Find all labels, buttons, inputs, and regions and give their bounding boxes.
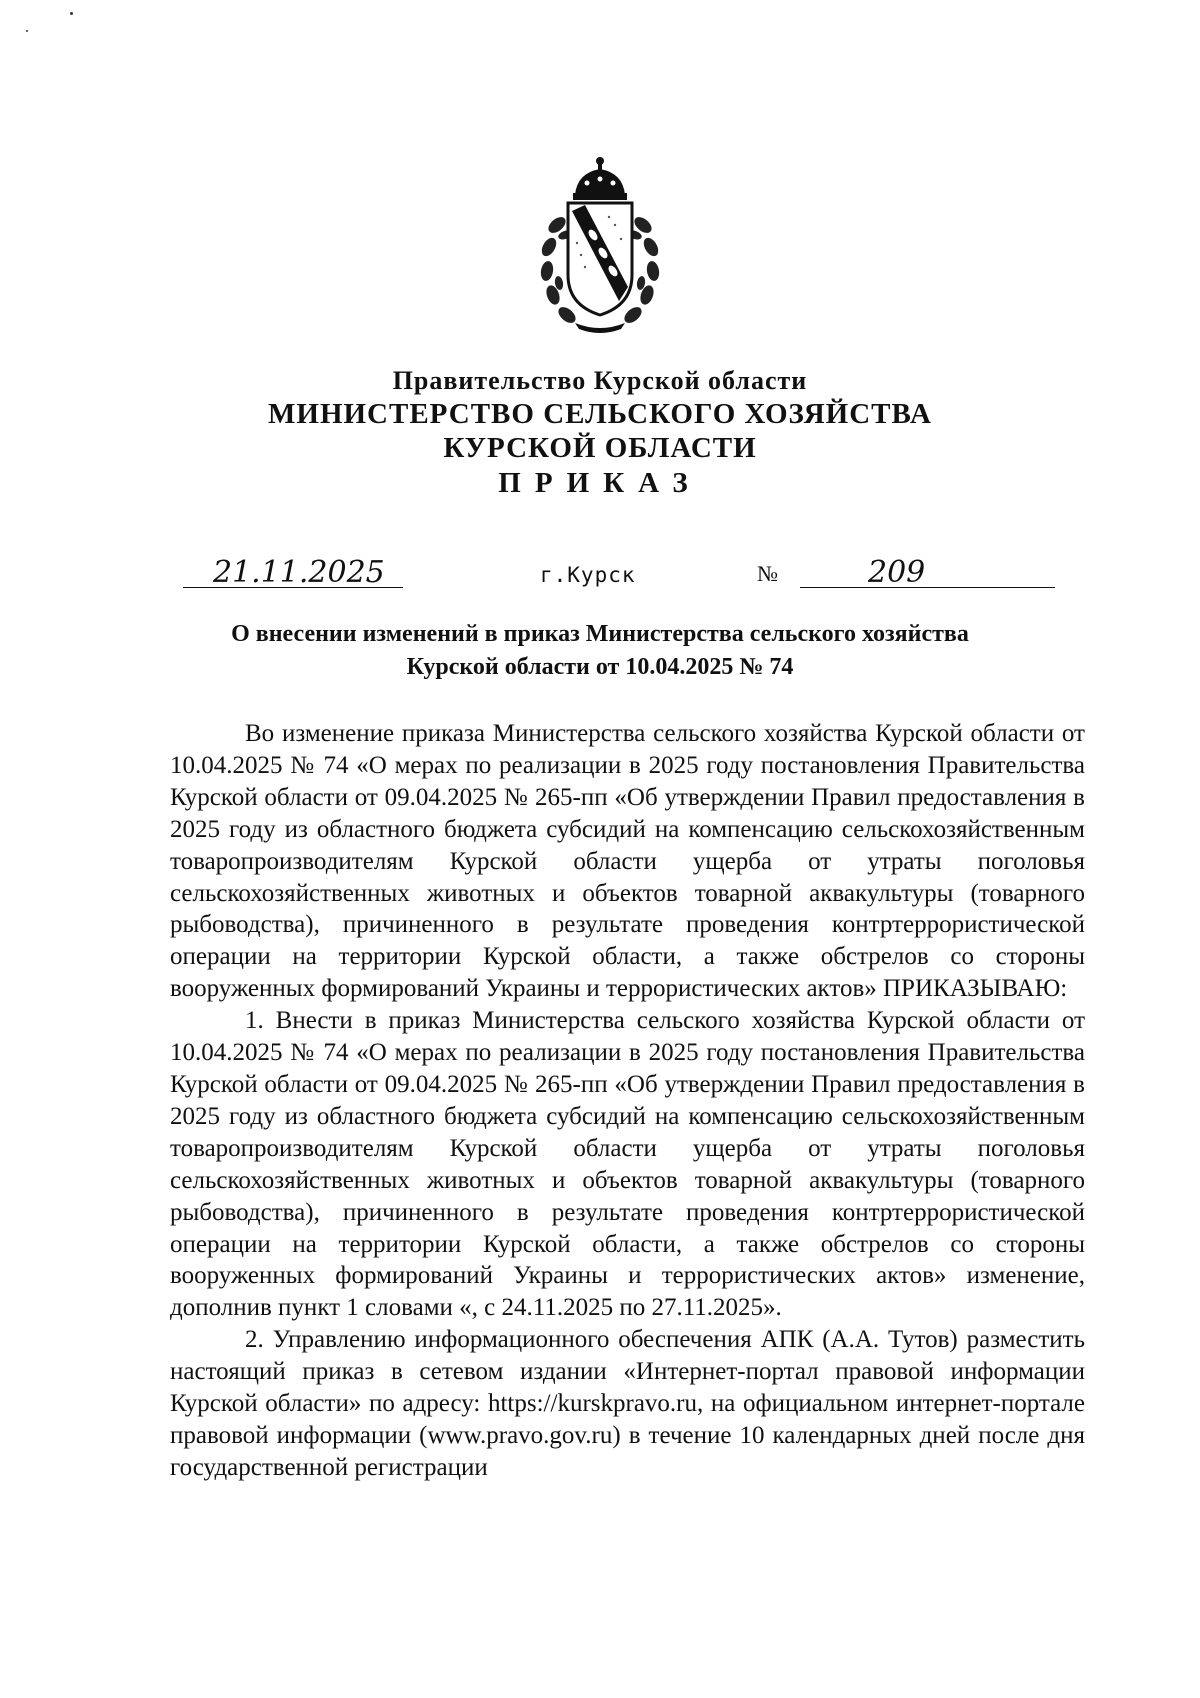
body-item-2: 2. Управлению информационного обеспечения АПК (А.А. Тутов) разместить настоящий приказ в сетевом издании «Интернет-портал правовой информации Курской области» по адресу: https://kurskpravo.ru, на официальном интернет-портале правовой информации (www.pravo.gov.ru) в течение 10 календарных дней после дня государственной регистрации <box>170 1326 1085 1481</box>
body-item-1: 1. Внести в приказ Министерства сельского хозяйства Курской области от 10.04.2025 № 74 «О мерах по реализации в 2025 году постановления Правительства Курской области от 09.04.2025 № 265-пп «Об утверждении Правил предоставления в 2025 году из областного бюджета субсидий на компенсацию сельскохозяйственным товаропроизводителям Курской области ущерба от утраты поголовья сельскохозяйственных животных и объектов товарной аквакультуры (товарного рыбоводства), причиненного в результате проведения контртеррористической операции на территории Курской области, а также обстрелов со стороны вооруженных формирований Украины и террористических актов» изменение, дополнив пункт 1 словами «, с 24.11.2025 по 27.11.2025». <box>170 1007 1085 1322</box>
document-date: 21.11.2025 <box>213 555 385 590</box>
ministry-name-line2: КУРСКОЙ ОБЛАСТИ <box>443 432 757 464</box>
government-name: Правительство Курской области <box>392 366 808 395</box>
number-sign: № <box>757 561 778 586</box>
scan-speck <box>26 30 28 32</box>
kursk-coat-of-arms-icon <box>535 155 665 335</box>
document-title <box>0 618 1200 684</box>
document-title-line2: Курской области от 10.04.2025 № 74 <box>406 654 794 680</box>
document-body <box>170 718 1085 1484</box>
document-meta-line <box>0 555 1200 595</box>
body-preamble: Во изменение приказа Министерства сельского хозяйства Курской области от 10.04.2025 № 74 «О мерах по реализации в 2025 году постановления Правительства Курской области от 09.04.2025 № 265-пп «Об утверждении Правил предоставления в 2025 году из областного бюджета субсидий на компенсацию сельскохозяйственным товаропроизводителям Курской области ущерба от утраты поголовья сельскохозяйственных животных и объектов товарной аквакультуры (товарного рыбоводства), причиненного в результате проведения контртеррористической операции на территории Курской области, а также обстрелов со стороны вооруженных формирований Украины и террористических актов» ПРИКАЗЫВАЮ: <box>170 720 1085 1003</box>
document-title-line1: О внесении изменений в приказ Министерства сельского хозяйства <box>231 621 969 647</box>
ministry-name-line1: МИНИСТЕРСТВО СЕЛЬСКОГО ХОЗЯЙСТВА <box>268 398 932 430</box>
number-underline <box>800 587 1055 588</box>
scan-speck <box>70 12 73 15</box>
document-city: г.Курск <box>540 563 636 587</box>
document-type: ПРИКАЗ <box>498 467 702 499</box>
document-number: 209 <box>868 555 926 590</box>
